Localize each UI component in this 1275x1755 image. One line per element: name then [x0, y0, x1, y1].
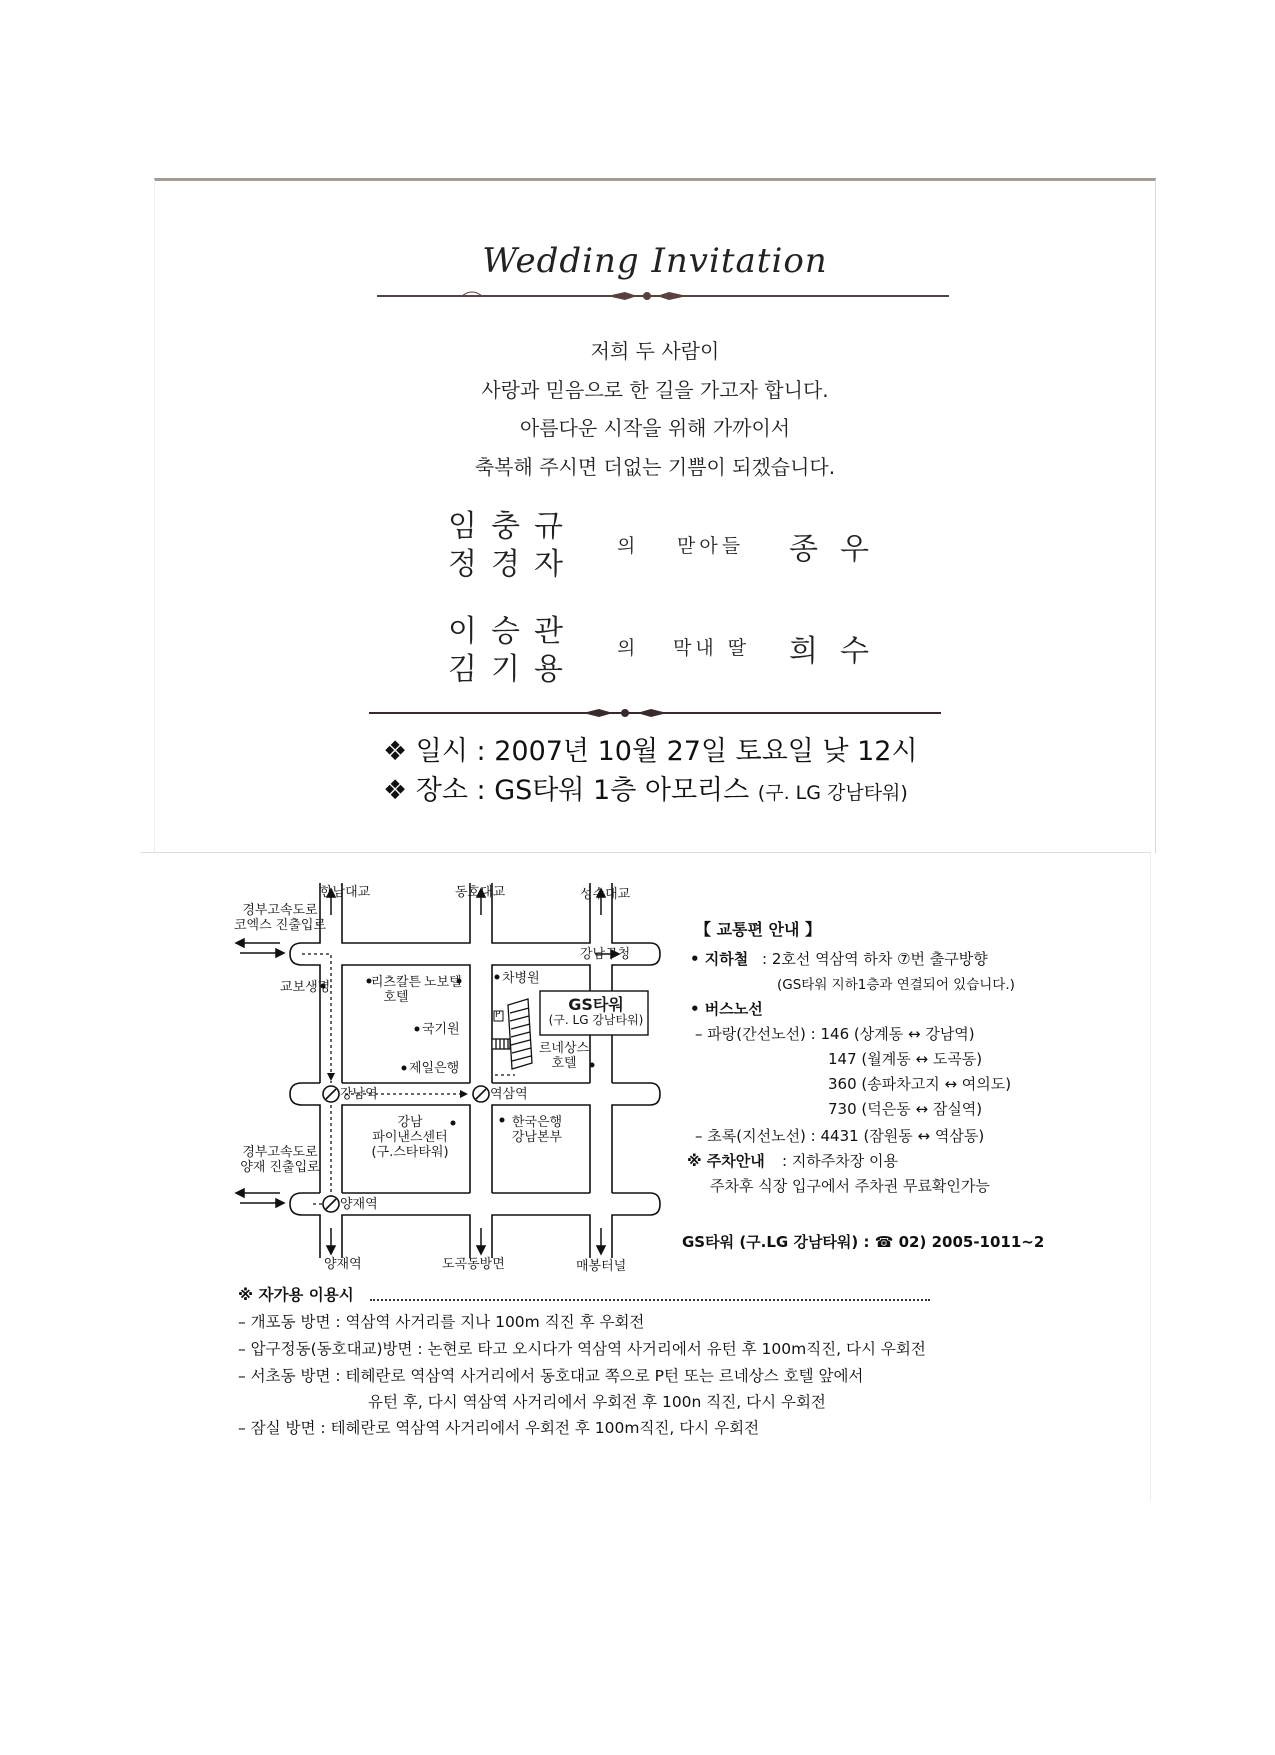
bride-of: 의 — [617, 637, 636, 659]
groom-father: 임충규 — [448, 509, 577, 544]
bride-relation: 막내 딸 — [673, 637, 751, 659]
bus-blue-360: 360 (송파차고지 ↔ 여의도) — [828, 1075, 1012, 1093]
ornamental-divider-bottom — [369, 705, 941, 721]
label-bank-of-korea — [506, 1115, 568, 1145]
invitation-card — [154, 178, 1156, 853]
label-finance-3: (구.스타타워) — [371, 1145, 449, 1160]
label-expressway-coex-2: 코엑스 진출입로 — [233, 918, 327, 933]
parking-label: ※ 주차안내 — [687, 1152, 765, 1170]
bride-father: 이승관 — [448, 614, 577, 649]
bus-blue: – 파랑(간선노선) : 146 (상계동 ↔ 강남역) — [695, 1025, 975, 1043]
groom-of: 의 — [617, 535, 636, 557]
label-gangnam-station: 강남역 — [340, 1087, 378, 1102]
groom-name: 종우 — [789, 532, 891, 567]
bus-label: • 버스노선 — [690, 1000, 763, 1018]
place-line — [383, 768, 908, 807]
label-expressway-yangjae-2: 양재 진출입로 — [240, 1160, 320, 1175]
label-gs-tower-sub: (구. LG 강남타워) — [548, 1013, 644, 1027]
directions-title: ※ 자가용 이용시 — [238, 1286, 354, 1304]
parking-note: 주차후 식장 입구에서 주차권 무료확인가능 — [710, 1177, 990, 1195]
label-hannam-bridge: 한남대교 — [320, 885, 371, 900]
label-expressway-yangjae — [224, 1145, 336, 1175]
parking-mark: P — [495, 1010, 501, 1020]
groom-relation: 맏아들 — [677, 535, 745, 557]
message-line-1: 저희 두 사람이 — [590, 339, 720, 363]
bus-blue-730: 730 (덕은동 ↔ 잠실역) — [828, 1100, 983, 1118]
direction-apgujeong: – 압구정동(동호대교)방면 : 논현로 타고 오시다가 역삼역 사거리에서 유턴 후 100m직진, 다시 우회전 — [238, 1340, 926, 1358]
label-finance-1: 강남 — [397, 1115, 423, 1130]
place-sub: (구. LG 강남타워) — [757, 782, 908, 804]
directions-dotted-leader — [370, 1299, 930, 1301]
label-maebong-tunnel: 매봉터널 — [576, 1259, 627, 1274]
contact-phone: GS타워 (구.LG 강남타워) : ☎ 02) 2005-1011~2 — [682, 1233, 1045, 1251]
label-kukkiwon: 국기원 — [422, 1022, 460, 1037]
label-yangjae-station: 양재역 — [340, 1197, 378, 1212]
parking-text: : 지하주차장 이용 — [782, 1152, 899, 1170]
label-seongsu-bridge: 성수대교 — [580, 887, 631, 902]
subway-label: • 지하철 — [690, 950, 749, 968]
bus-blue-147: 147 (월계동 ↔ 도곡동) — [828, 1050, 983, 1068]
label-bok-2: 강남본부 — [511, 1130, 563, 1145]
direction-gaepo: – 개포동 방면 : 역삼역 사거리를 지나 100m 직진 후 우회전 — [238, 1313, 645, 1331]
label-renaissance-2: 호텔 — [551, 1056, 577, 1071]
label-ritz-1: 리츠칼튼 — [370, 975, 422, 990]
bride-name: 희수 — [789, 634, 891, 669]
message-line-4: 축복해 주시면 더없는 기쁨이 되겠습니다. — [474, 455, 836, 479]
groom-mother: 정경자 — [448, 547, 577, 582]
label-expressway-coex — [226, 903, 334, 933]
date-line: ❖ 일시 : 2007년 10월 27일 토요일 낮 12시 — [383, 736, 918, 767]
label-gangnamgu-office: 강남구청 — [580, 947, 631, 962]
label-bok-1: 한국은행 — [511, 1115, 563, 1130]
label-renaissance — [536, 1041, 592, 1071]
bus-green: – 초록(지선노선) : 4431 (잠원동 ↔ 역삼동) — [695, 1127, 985, 1145]
message-line-2: 사랑과 믿음으로 한 길을 가고자 합니다. — [481, 378, 829, 402]
label-cha-hospital: 차병원 — [502, 971, 540, 986]
bride-mother: 김기용 — [448, 652, 577, 687]
label-yeoksam-station: 역삼역 — [490, 1087, 528, 1102]
ornamental-divider-top — [377, 288, 949, 304]
direction-jamsil: – 잠실 방면 : 테헤란로 역삼역 사거리에서 우회전 후 100m직진, 다시 우회전 — [238, 1419, 760, 1437]
script-title: Wedding Invitation — [482, 241, 828, 281]
label-dongho-bridge: 동호대교 — [455, 885, 506, 900]
label-dogokdong: 도곡동방면 — [442, 1257, 505, 1272]
subway-note: (GS타워 지하1층과 연결되어 있습니다.) — [777, 977, 1015, 993]
direction-seocho-cont: 유턴 후, 다시 역삼역 사거리에서 우회전 후 100n 직진, 다시 우회전 — [368, 1393, 826, 1411]
label-expressway-yangjae-1: 경부고속도로 — [242, 1145, 318, 1160]
label-renaissance-1: 르네상스 — [538, 1041, 590, 1056]
place-main: ❖ 장소 : GS타워 1층 아모리스 — [383, 775, 750, 806]
transport-title: 【 교통편 안내 】 — [695, 920, 821, 939]
direction-seocho: – 서초동 방면 : 테헤란로 역삼역 사거리에서 동호대교 쪽으로 P턴 또는 르네상스 호텔 앞에서 — [238, 1367, 864, 1385]
label-ritz-carlton — [366, 975, 426, 1005]
message-line-3: 아름다운 시작을 위해 가까이서 — [519, 416, 791, 440]
directions-card — [140, 852, 1151, 1501]
label-novotel: 노보텔 — [424, 975, 462, 990]
label-expressway-coex-1: 경부고속도로 — [242, 903, 318, 918]
label-finance-2: 파이낸스센터 — [372, 1130, 448, 1145]
subway-text: : 2호선 역삼역 하차 ⑦번 출구방향 — [762, 950, 988, 968]
label-gangnam-finance — [366, 1115, 454, 1160]
label-yangjae: 양재역 — [324, 1257, 362, 1272]
label-gs-tower: GS타워 — [568, 995, 624, 1014]
label-jeil-bank: 제일은행 — [409, 1061, 460, 1076]
label-ritz-2: 호텔 — [383, 990, 409, 1005]
label-kyobo: 교보생명 — [280, 980, 331, 995]
